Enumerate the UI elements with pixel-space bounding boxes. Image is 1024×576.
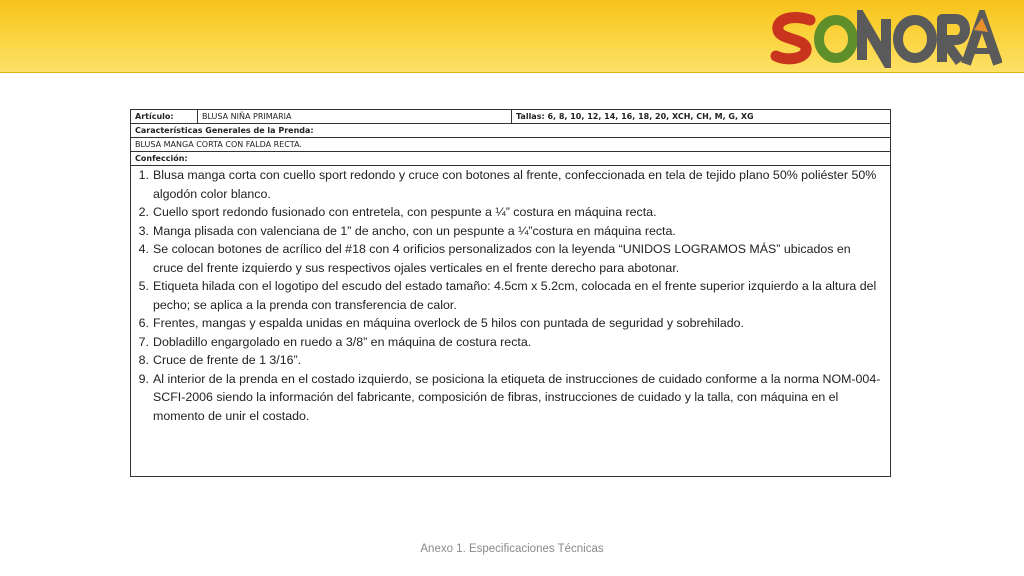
articulo-row xyxy=(131,110,890,124)
header-band xyxy=(0,0,1024,73)
list-item xyxy=(138,333,882,352)
caracteristicas-value: BLUSA MANGA CORTA CON FALDA RECTA. xyxy=(135,140,302,149)
list-item xyxy=(138,277,882,314)
list-item xyxy=(138,222,882,241)
sonora-logo xyxy=(770,10,1002,68)
list-item-text: Frentes, mangas y espalda unidas en máquina overlock de 5 hilos con puntada de seguridad y sobrehilado. xyxy=(153,316,744,330)
list-item xyxy=(138,203,882,222)
confeccion-label: Confección: xyxy=(135,154,188,163)
caracteristicas-label: Características Generales de la Prenda: xyxy=(135,126,314,135)
articulo-label: Artículo: xyxy=(135,112,174,121)
list-item-text: Dobladillo engargolado en ruedo a 3/8” en máquina de costura recta. xyxy=(153,334,532,349)
list-item-text: Al interior de la prenda en el costado izquierdo, se posiciona la etiqueta de instrucciones de cuidado conforme a la norma NOM-004-SCFI-2006 siendo la información del fabricante, composición de fibras, instrucciones de cuidado y la talla, con máquina en el momento de unir el costado. xyxy=(153,371,881,423)
caracteristicas-label-row xyxy=(131,124,890,138)
list-item-number: 5. xyxy=(138,279,149,293)
list-item-number: 2. xyxy=(138,205,149,219)
list-item-text: Etiqueta hilada con el logotipo del escudo del estado tamaño: 4.5cm x 5.2cm, colocada en el frente superior izquierdo a la altura del pecho; se aplica a la prenda con transferencia de calor. xyxy=(153,279,877,312)
list-item-number: 4. xyxy=(138,242,149,256)
list-item-text: Blusa manga corta con cuello sport redondo y cruce con botones al frente, confeccionada en tela de tejido plano 50% poliéster 50% algodón color blanco. xyxy=(153,168,877,201)
list-item xyxy=(138,314,882,333)
list-item-text: Manga plisada con valenciana de 1” de ancho, con un pespunte a ¼”costura en máquina recta. xyxy=(153,223,676,238)
list-item xyxy=(138,370,882,426)
articulo-value: BLUSA NIÑA PRIMARIA xyxy=(197,110,511,123)
list-item xyxy=(138,240,882,277)
list-item-number: 3. xyxy=(138,223,149,238)
list-item-text: Se colocan botones de acrílico del #18 con 4 orificios personalizados con la leyenda “UNIDOS LOGRAMOS MÁS” ubicados en cruce del frente izquierdo y sus respectivos ojales verticales en el frente derecho para abotonar. xyxy=(153,242,851,275)
list-item-number: 7. xyxy=(138,334,149,349)
list-item xyxy=(138,351,882,370)
list-item-number: 9. xyxy=(138,371,149,386)
list-item-text: Cuello sport redondo fusionado con entretela, con pespunte a ¼” costura en máquina recta. xyxy=(153,205,657,219)
list-item-number: 8. xyxy=(138,353,149,367)
list-item xyxy=(138,166,882,203)
caracteristicas-value-row xyxy=(131,138,890,152)
footer-caption: Anexo 1. Especificaciones Técnicas xyxy=(420,543,604,555)
list-item-number: 1. xyxy=(138,168,149,182)
tallas: Tallas: 6, 8, 10, 12, 14, 16, 18, 20, XCH, CH, M, G, XG xyxy=(511,110,890,123)
confeccion-body xyxy=(131,166,890,425)
confeccion-list xyxy=(131,166,882,425)
spec-table xyxy=(130,109,891,477)
confeccion-label-row xyxy=(131,152,890,166)
list-item-number: 6. xyxy=(138,316,149,330)
list-item-text: Cruce de frente de 1 3/16”. xyxy=(153,353,302,367)
